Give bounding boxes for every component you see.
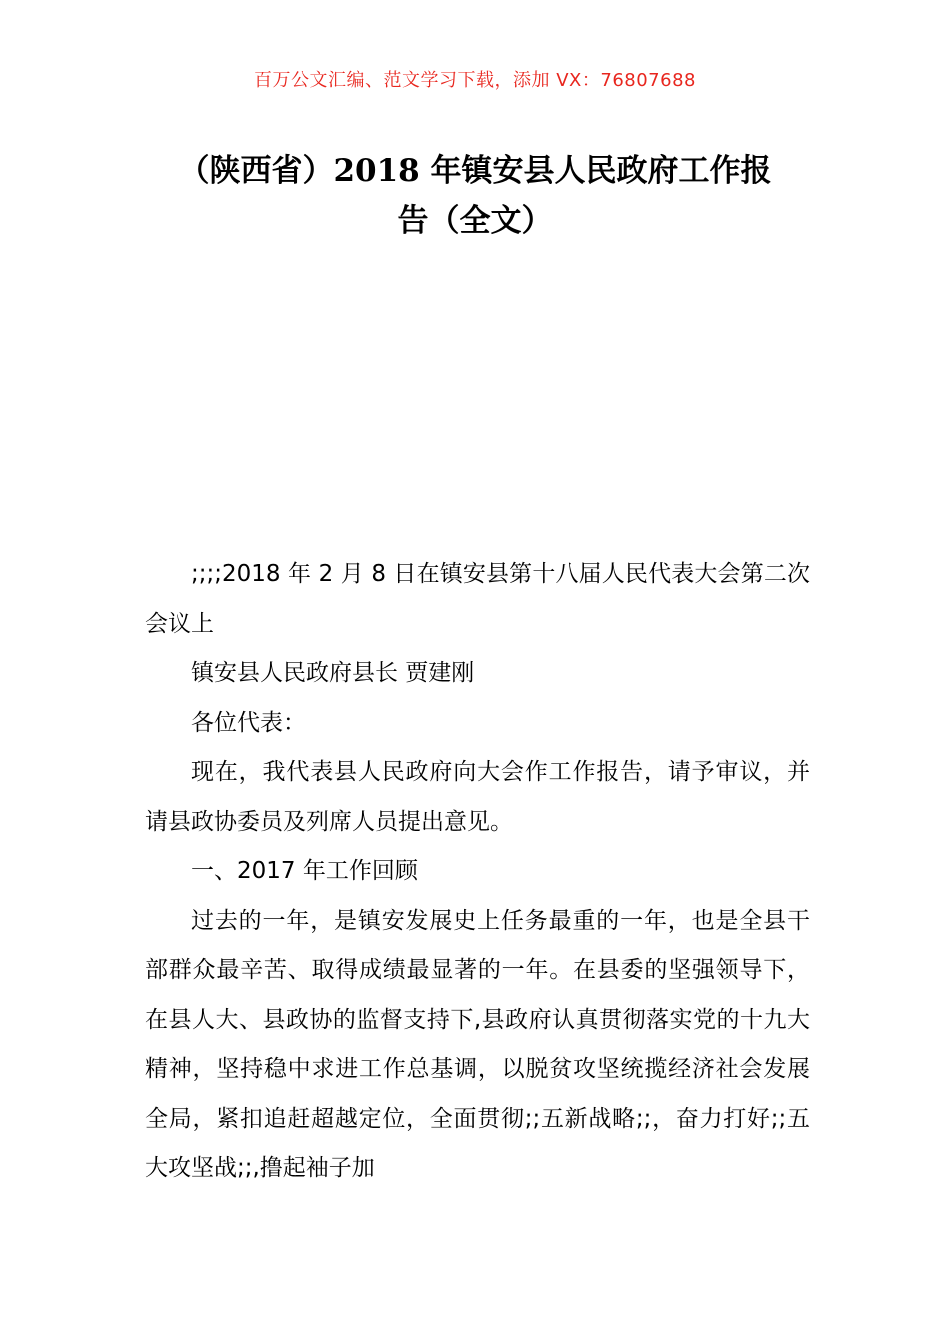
paragraph-salutation: 各位代表：	[191, 709, 306, 736]
section-heading: 一、2017 年工作回顾	[191, 858, 418, 884]
title-line-1: （陕西省）2018 年镇安县人民政府工作报	[178, 153, 772, 189]
header-note-text: 百万公文汇编、范文学习下载，添加 VX：76807688	[254, 70, 696, 91]
paragraph-speaker: 镇安县人民政府县长 贾建刚	[191, 660, 475, 686]
title-line-2: 告（全文）	[397, 203, 553, 239]
paragraph-review: 过去的一年，是镇安发展史上任务最重的一年，也是全县干部群众最辛苦、取得成绩最显著的一年。在县委的坚强领导下，在县人大、县政协的监督支持下,县政府认真贯彻落实党的十九大精神，坚持稳中求进工作总基调，以脱贫攻坚统揽经济社会发展全局，紧扣追赶超越定位，全面贯彻;;五新战略;;，奋力打好;;五大攻坚战;;,撸起袖子加	[145, 907, 810, 1181]
header-promo-note	[0, 68, 950, 94]
document-title	[140, 146, 810, 246]
document-body	[145, 550, 810, 1194]
paragraph-intro: 现在，我代表县人民政府向大会作工作报告，请予审议，并请县政协委员及列席人员提出意见。	[145, 759, 810, 835]
paragraph-meeting-info: ;;;;2018 年 2 月 8 日在镇安县第十八届人民代表大会第二次会议上	[145, 561, 810, 637]
